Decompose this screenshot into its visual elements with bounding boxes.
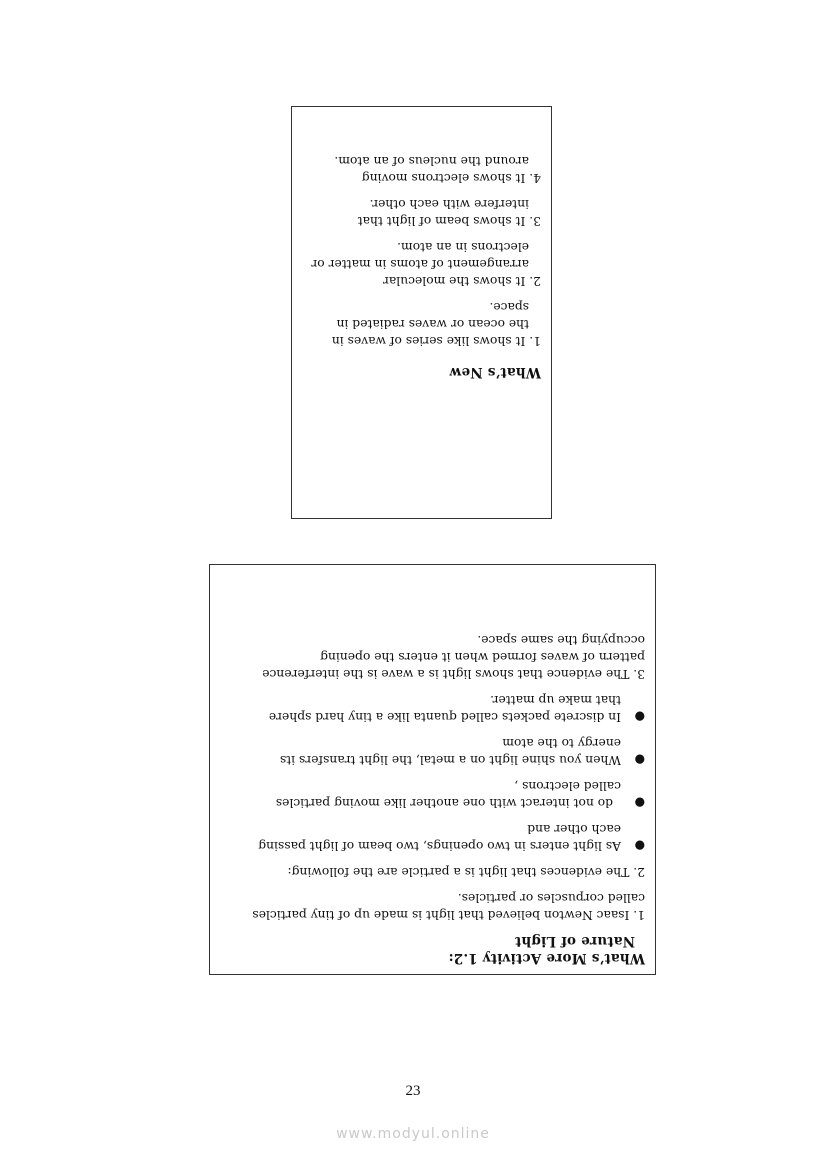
activity-bullet-4-line-1: In discrete packets called quanta like a tiny hard sphere [268,710,621,724]
activity-bullet-4-line-2: that make up matter. [490,693,621,707]
whats-new-item-2-line-3: electrons in an atom. [397,240,529,254]
whats-new-item-4-line-1: 4. It shows electrons moving [361,171,541,185]
activity-item-1-line-2: called corpuscles or particles. [457,891,645,905]
whats-more-activity-content [224,573,645,966]
whats-new-item-3-line-1: 3. It shows beam of light that [357,214,541,228]
whats-new-title: What’s New [449,364,541,380]
activity-item-3-line-3: occupying the same space. [477,633,645,647]
activity-bullet-1 [224,820,645,854]
activity-item-3-line-2: pattern of waves formed when it enters the opening [320,650,645,664]
activity-bullet-2 [224,777,645,811]
activity-title: What’s More Activity 1.2: [448,950,645,966]
activity-bullet-3-line-1: When you shine light on a metal, the light transfers its [279,753,621,767]
watermark: www.modyul.online [336,1126,490,1142]
activity-bullet-1-line-2: each other and [527,822,621,836]
whats-new-item-2-line-2: arrangement of atoms in matter or [311,257,529,271]
activity-bullet-1-line-1: As light enters in two openings, two beam of light passing [258,839,621,853]
whats-new-item-2-line-1: 2. It shows the molecular [383,274,541,288]
bullet-dot: ● [634,839,645,853]
activity-item-2: 2. The evidences that light is a particle are the following: [287,865,645,879]
whats-new-item-1-line-3: space. [489,300,529,314]
activity-bullet-3-line-2: energy to the atom [502,736,621,750]
activity-bullet-2-line-2: called electrons , [514,779,621,793]
bullet-dot: ● [634,753,645,767]
page-number: 23 [405,1083,421,1099]
whats-new-item-4-line-2: around the nucleus of an atom. [334,154,529,168]
whats-more-activity-box [209,564,656,975]
whats-new-item-1-line-2: the ocean or waves radiated in [336,317,529,331]
activity-bullet-4 [224,691,645,725]
activity-item-1-line-1: 1. Isaac Newton believed that light is made up of tiny particles [252,908,645,922]
bullet-dot: ● [634,710,645,724]
whats-new-content [302,107,541,498]
activity-subtitle: Nature of Light [514,933,635,949]
bullet-dot: ● [634,796,645,810]
whats-new-box [291,106,552,519]
activity-bullet-2-line-1: do not interact with one another like moving particles [275,796,613,810]
activity-item-3-line-1: 3. The evidence that shows light is a wave is the interference [262,667,645,681]
whats-new-item-1-line-1: 1. It shows like series of waves in [331,334,541,348]
whats-new-item-3-line-2: interfere with each other. [369,197,529,211]
activity-bullet-3 [224,734,645,768]
